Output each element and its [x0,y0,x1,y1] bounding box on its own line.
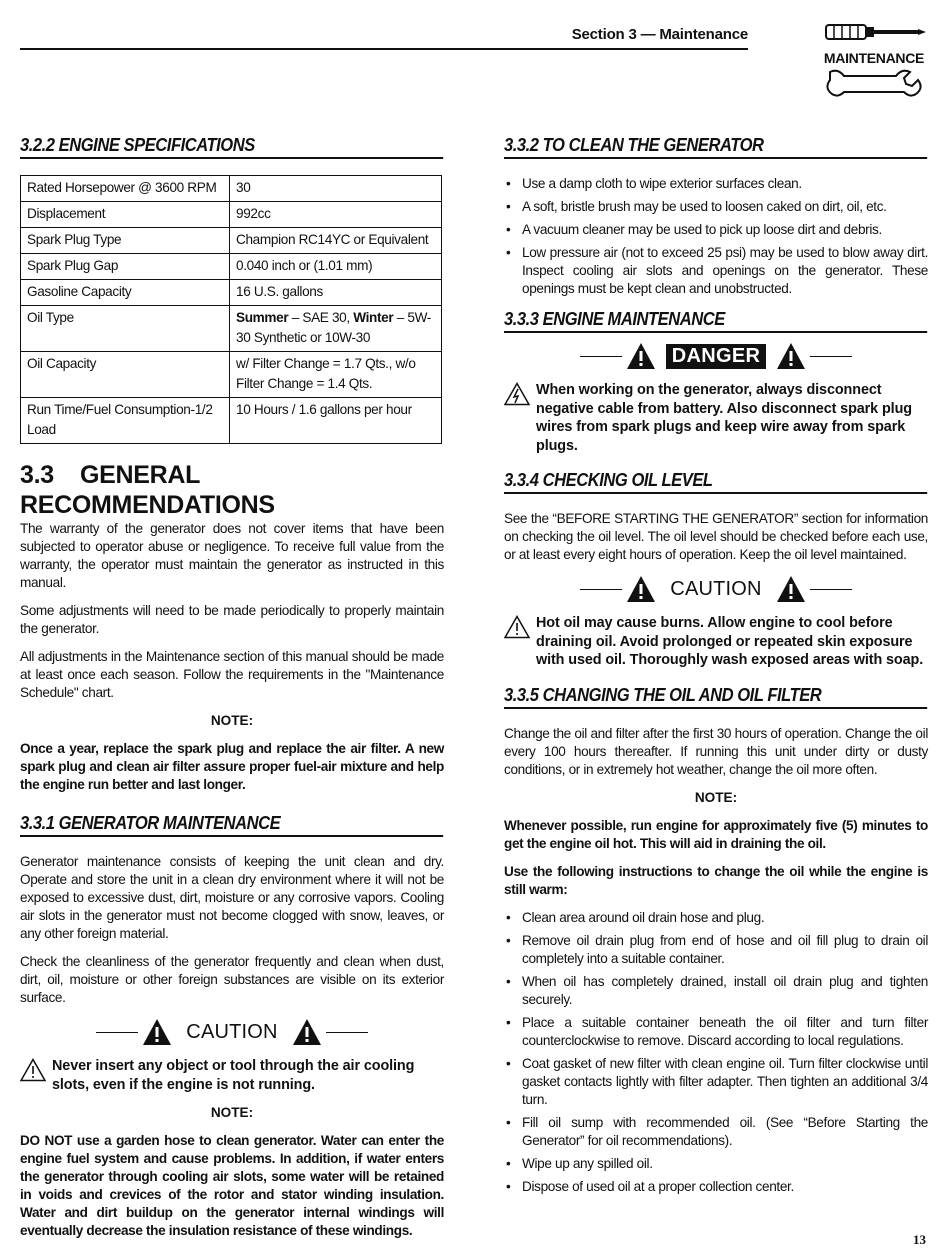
spec-value: 992cc [230,202,442,228]
right-column [504,134,928,1206]
spec-key: Displacement [21,202,230,228]
alert-outline-icon [20,1058,46,1082]
danger-word: DANGER [666,344,766,369]
list-item: • Dispose of used oil at a proper collection center. [504,1178,928,1196]
electric-hazard-icon [504,382,530,406]
heading-checking-oil-level: 3.3.4 CHECKING OIL LEVEL [504,469,928,494]
cleaning-list [504,175,928,298]
spec-key: Gasoline Capacity [21,280,230,306]
winter-label: Winter [353,310,394,325]
spec-value [230,306,442,352]
spec-value: Champion RC14YC or Equivalent [230,228,442,254]
caution-text: Never insert any object or tool through the air cooling slots, even if the engine is not running. [52,1058,415,1093]
paragraph: All adjustments in the Maintenance section of this manual should be made at least once each season. Follow the requirements in the "Maintenance Schedule" chart. [20,649,444,700]
maintenance-badge: MAINTENANCE [823,50,925,66]
list-item: • Clean area around oil drain hose and plug. [504,909,928,927]
note-label: NOTE: [210,1105,254,1120]
spec-value: 0.040 inch or (1.01 mm) [230,254,442,280]
caution-word: CAUTION [670,577,762,600]
summer-oil: – SAE 30, [288,310,354,325]
spec-key: Oil Type [21,306,230,352]
danger-banner [504,341,928,371]
spec-value: 10 Hours / 1.6 gallons per hour [230,398,442,444]
warning-triangle-icon [776,575,806,603]
list-item: • Wipe up any spilled oil. [504,1155,928,1173]
list-item: • Use a damp cloth to wipe exterior surfaces clean. [504,175,928,193]
summer-label: Summer [236,310,289,325]
caution-banner [504,574,928,604]
warning-triangle-icon [142,1018,172,1046]
paragraph: Generator maintenance consists of keeping the unit clean and dry. Operate and store the unit in a clean dry environment where it will not be exposed to excessive dust, dirt, moisture or any corrosive vapors. Cooling air slots in the generator must not become clogged with snow, leaves, or any other foreign material. [20,854,444,941]
heading-engine-maintenance: 3.3.3 ENGINE MAINTENANCE [504,308,928,333]
page-number: 13 [913,1232,926,1247]
banner-rule [96,1032,138,1033]
table-row [21,228,442,254]
heading-general-recommendations [20,460,444,520]
spec-key: Spark Plug Gap [21,254,230,280]
caution-banner [20,1017,444,1047]
paragraph: Change the oil and filter after the first 30 hours of operation. Change the oil every 100 hours thereafter. If running this unit under dirty or dusty conditions, or in extremely hot weather, change the oil more often. [504,725,928,777]
note-text: Whenever possible, run engine for approximately five (5) minutes to get the engine oil hot. This will aid in draining the oil. [504,817,928,851]
list-item: • Place a suitable container beneath the oil filter and turn filter counterclockwise to remove. Discard according to local regulations. [504,1014,928,1050]
caution-text: Hot oil may cause burns. Allow engine to cool before draining oil. Avoid prolonged or repeated skin exposure with used oil. Thoroughly wash exposed areas with soap. [536,615,924,668]
section-number: 3.3 [20,461,54,489]
paragraph: Some adjustments will need to be made periodically to properly maintain the generator. [20,603,444,636]
list-item: • Fill oil sump with recommended oil. (See “Before Starting the Generator” for oil recommendations). [504,1114,928,1150]
list-item: • Coat gasket of new filter with clean engine oil. Turn filter clockwise until gasket contacts lightly with filter adapter. Then tighten an additional 3/4 turn. [504,1055,928,1109]
warning-triangle-icon [626,575,656,603]
banner-rule [580,356,622,357]
banner-rule [326,1032,368,1033]
table-row [21,398,442,444]
list-item: • A vacuum cleaner may be used to pick up loose dirt and debris. [504,221,928,239]
list-item: • A soft, bristle brush may be used to loosen caked on dirt, oil, etc. [504,198,928,216]
section-title: Section 3 — Maintenance [571,26,748,43]
alert-outline-icon [504,615,530,639]
note-label: NOTE: [210,713,254,728]
table-row [21,306,442,352]
spec-key: Rated Horsepower @ 3600 RPM [21,176,230,202]
spec-value: 16 U.S. gallons [230,280,442,306]
list-item: • When oil has completely drained, install oil drain plug and tighten securely. [504,973,928,1009]
warning-triangle-icon [292,1018,322,1046]
instructions-intro: Use the following instructions to change the oil while the engine is still warm: [504,863,928,897]
table-row [21,176,442,202]
paragraph: See the “BEFORE STARTING THE GENERATOR” section for information on checking the oil level. The oil level should be checked before each use, or at least every eight hours of operation. Keep the oil level maintained. [504,511,928,562]
banner-rule [810,356,852,357]
caution-message [504,614,928,670]
paragraph: Check the cleanliness of the generator frequently and clean when dust, dirt, oil, moisture or other foreign substances are visible on its exterior surface. [20,954,444,1005]
table-row [21,352,442,398]
caution-message [20,1057,444,1094]
heading-clean-generator: 3.3.2 TO CLEAN THE GENERATOR [504,134,928,159]
header-rule [20,48,748,50]
danger-message [504,381,928,455]
heading-engine-specifications: 3.2.2 ENGINE SPECIFICATIONS [20,134,444,159]
heading-changing-oil: 3.3.5 CHANGING THE OIL AND OIL FILTER [504,684,928,709]
table-row [21,280,442,306]
oil-change-steps [504,909,928,1196]
note-text: DO NOT use a garden hose to clean generator. Water can enter the engine fuel system and cause problems. In addition, if water enters the generator through cooling air slots, some water will be retained in voids and crevices of the rotor and stator winding insulation. Water and dirt buildup on the generator internal windings will eventually decrease the insulation resistance of these windings. [20,1133,444,1238]
spec-key: Run Time/Fuel Consumption-1/2 Load [21,398,230,444]
paragraph: The warranty of the generator does not cover items that have been subjected to operator abuse or negligence. To receive full value from the warranty, the operator must maintain the generator as instructed in this manual. [20,521,444,590]
caution-word: CAUTION [186,1020,278,1043]
winter-oil: – 5W-30 Synthetic or 10W-30 [236,310,431,345]
left-column [20,134,444,1250]
spec-value: w/ Filter Change = 1.7 Qts., w/o Filter Change = 1.4 Qts. [230,352,442,398]
banner-rule [580,589,622,590]
list-item: • Low pressure air (not to exceed 25 psi) may be used to blow away dirt. Inspect cooling air slots and openings on the generator. These openings must be kept clean and unobstructed. [504,244,928,298]
spec-value: 30 [230,176,442,202]
section-heading-text: GENERAL RECOMMENDATIONS [20,461,275,519]
note-label: NOTE: [694,789,738,805]
warning-triangle-icon [776,342,806,370]
table-row [21,254,442,280]
danger-text: When working on the generator, always disconnect negative cable from battery. Also disconnect spark plug wires from spark plugs and keep wire away from spark plugs. [536,382,912,454]
heading-generator-maintenance: 3.3.1 GENERATOR MAINTENANCE [20,812,444,837]
table-row [21,202,442,228]
warning-triangle-icon [626,342,656,370]
spec-key: Oil Capacity [21,352,230,398]
engine-spec-table [20,175,442,444]
banner-rule [810,589,852,590]
note-text: Once a year, replace the spark plug and replace the air filter. A new spark plug and clean air filter assure proper fuel-air mixture and help the engine run better and last longer. [20,741,444,792]
list-item: • Remove oil drain plug from end of hose and oil fill plug to drain oil completely into a suitable container. [504,932,928,968]
spec-key: Spark Plug Type [21,228,230,254]
